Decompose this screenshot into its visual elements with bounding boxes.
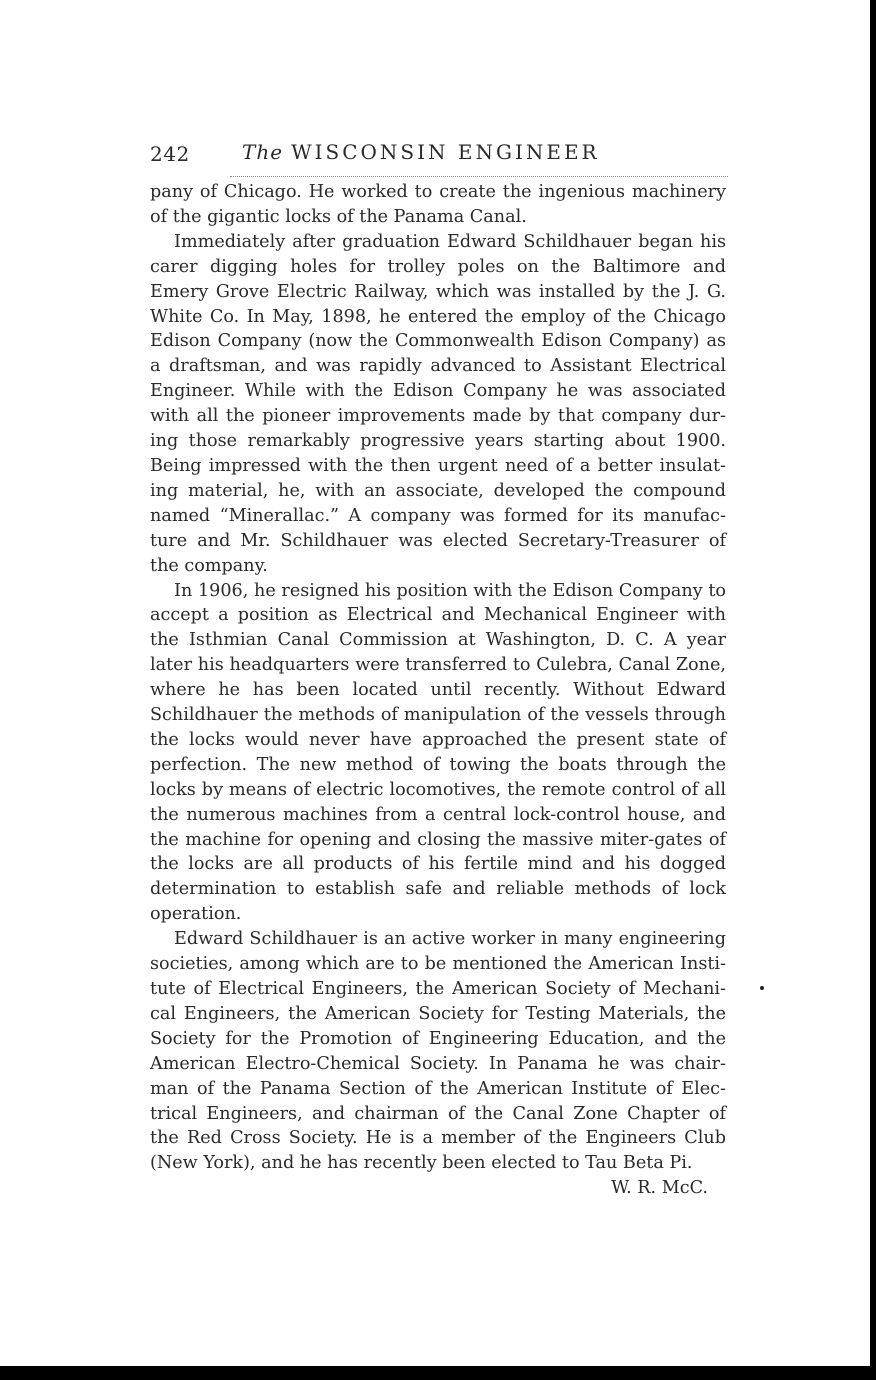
scan-border-right xyxy=(870,0,876,1380)
paragraph-career: Immediately after graduation Edward Schildhauer began his carer digging holes for trolley poles on the Baltimore and Emery Grove Electric Railway, which was installed by the J. G. White Co. In May, 1898, he entered the employ of the Chicago Edison Company (now the Commonwealth Edison Company) as a draftsman, and was rapidly advanced to Assistant Electrical Engineer. While with the Edison Company he was associated with all the pioneer improvements made by that company during those remarkably progressive years starting about 1900. Being impressed with the then urgent need of a better insulating material, he, with an associate, developed the compound named “Minerallac.” A company was formed for its manufacture and Mr. Schildhauer was elected Secretary-Treasurer of the company. xyxy=(150,231,726,576)
paragraph-panama: In 1906, he resigned his position with the Edison Company to accept a position as Electrical and Mechanical Engineer with the Isthmian Canal Commission at Washington, D. C. A year later his headquarters were transferred to Culebra, Canal Zone, where he has been located until recently. Without Edward Schildhauer the methods of manipulation of the vessels through the locks would never have approached the present state of perfection. The new method of towing the boats through the locks by means of electric locomotives, the remote control of all the numerous machines from a central lock-control house, and the machine for opening and closing the massive miter-gates of the locks are all products of his fertile mind and his dogged determination to establish safe and reliable methods of lock operation. xyxy=(150,580,726,925)
header-rule xyxy=(230,176,728,177)
scan-speck xyxy=(760,986,764,990)
journal-title xyxy=(242,140,600,164)
paragraph-societies: Edward Schildhauer is an active worker in many engineering societies, among which are to be mentioned the American Institute of Electrical Engineers, the American Society of Mechanical Engineers, the American Society for Testing Materials, the Society for the Promotion of Engineering Education, and the American Electro-Chemical Society. In Panama he was chairman of the Panama Section of the American Institute of Electrical Engineers, and chairman of the Canal Zone Chapter of the Red Cross Society. He is a member of the Engineers Club (New York), and he has recently been elected to Tau Beta Pi. xyxy=(150,929,726,1174)
article-body xyxy=(150,180,726,1201)
journal-title-prefix: The xyxy=(242,140,284,164)
journal-title-main: WISCONSIN ENGINEER xyxy=(291,140,600,164)
scan-border-bottom xyxy=(0,1366,876,1380)
running-header xyxy=(150,140,728,174)
page-number: 242 xyxy=(150,142,190,166)
author-signature: W. R. McC. xyxy=(611,1178,708,1199)
paragraph-continuation: pany of Chicago. He worked to create the ingenious machinery of the gigantic locks of the Panama Canal. xyxy=(150,182,726,227)
